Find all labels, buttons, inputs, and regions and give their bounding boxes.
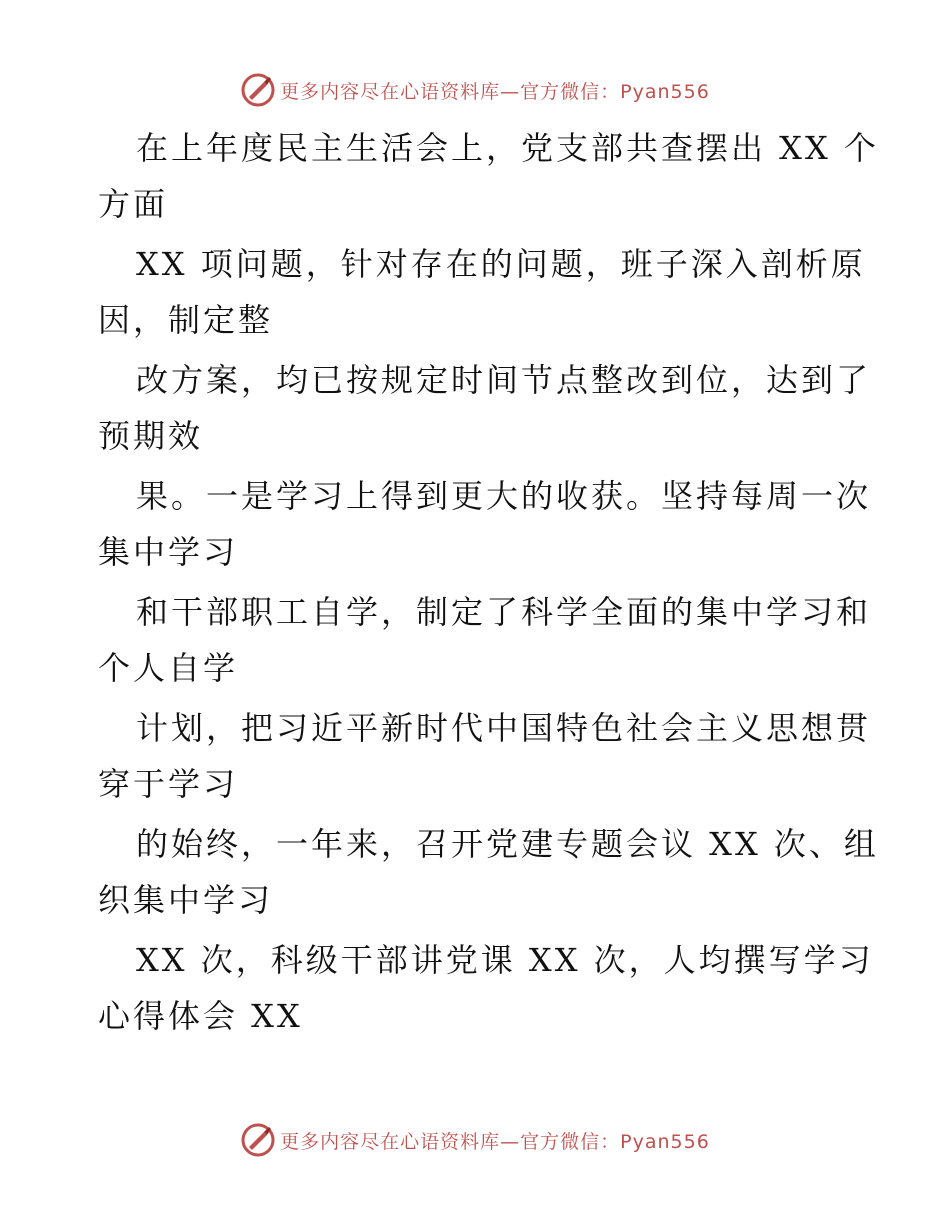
text-line: 个人自学: [98, 649, 239, 687]
text-line: 预期效: [98, 417, 204, 455]
text-line: XX 次，科级干部讲党课 XX 次，人均撰写学习: [136, 941, 874, 979]
text-line: 计划，把习近平新时代中国特色社会主义思想贯: [136, 709, 872, 747]
text-line: 织集中学习: [98, 881, 274, 919]
quill-logo-icon: [240, 1122, 276, 1158]
header-watermark: [0, 70, 950, 110]
header-watermark-text: 更多内容尽在心语资料库—官方微信：Pyan556: [280, 80, 710, 103]
text-line: 的始终，一年来，召开党建专题会议 XX 次、组: [136, 825, 879, 863]
text-line: XX 项问题，针对存在的问题，班子深入剖析原: [136, 245, 866, 283]
text-line: 方面: [98, 185, 169, 223]
text-line: 心得体会 XX: [98, 997, 303, 1035]
footer-watermark: [0, 1120, 950, 1160]
text-line: 集中学习: [98, 533, 239, 571]
text-line: 果。一是学习上得到更大的收获。坚持每周一次: [136, 477, 872, 515]
text-line: 改方案，均已按规定时间节点整改到位，达到了: [136, 361, 872, 399]
quill-logo-icon: [240, 72, 276, 108]
text-line: 在上年度民主生活会上，党支部共查摆出 XX 个: [136, 129, 879, 167]
text-line: 和干部职工自学，制定了科学全面的集中学习和: [136, 593, 872, 631]
footer-watermark-text: 更多内容尽在心语资料库—官方微信：Pyan556: [280, 1130, 710, 1153]
text-line: 穿于学习: [98, 765, 239, 803]
text-line: 因，制定整: [98, 301, 274, 339]
